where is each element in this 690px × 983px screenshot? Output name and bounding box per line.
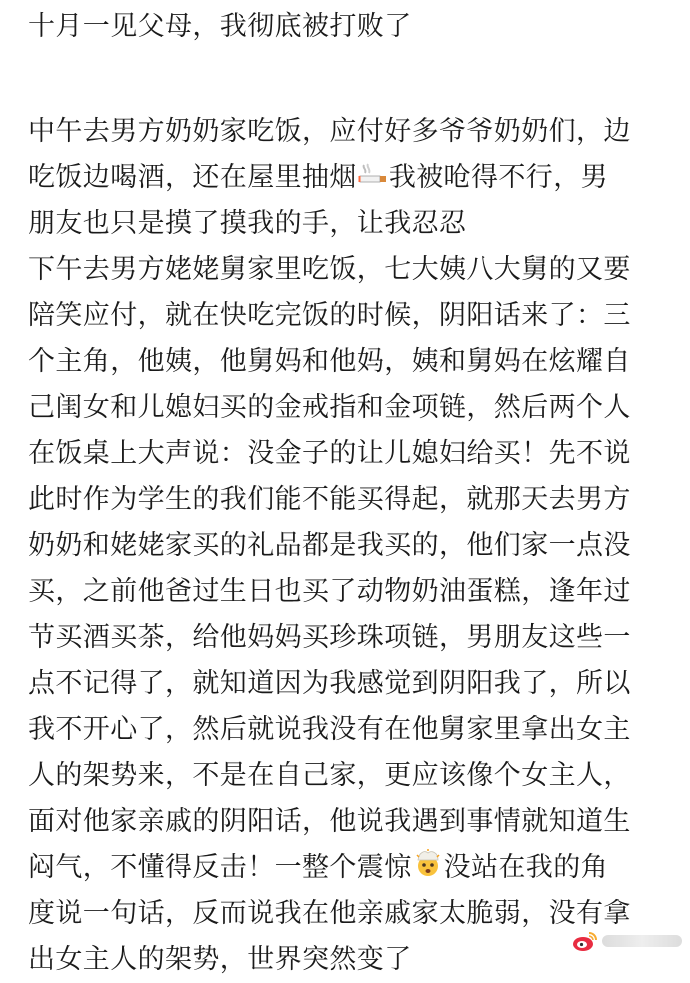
text-segment: 我被呛得不行，男 xyxy=(388,162,609,193)
text-line: 下午去男方姥姥舅家里吃饭，七大姨八大舅的又要 xyxy=(28,254,631,285)
weibo-watermark xyxy=(572,927,682,955)
text-line: 此时作为学生的我们能不能买得起，就那天去男方 xyxy=(28,484,631,515)
text-line xyxy=(28,845,678,891)
text-line: 人的架势来，不是在自己家，更应该像个女主人， xyxy=(28,760,631,791)
text-line: 奶奶和姥姥家买的礼品都是我买的，他们家一点没 xyxy=(28,530,631,561)
post-title: 十月一见父母，我彻底被打败了 xyxy=(28,11,412,42)
text-line: 面对他家亲戚的阴阳话，他说我遇到事情就知道生 xyxy=(28,806,631,837)
text-segment: 没站在我的角 xyxy=(443,852,609,883)
text-line: 陪笑应付，就在快吃完饭的时候，阴阳话来了：三 xyxy=(28,300,631,331)
text-segment: 闷气，不懂得反击！一整个震惊 xyxy=(28,852,412,883)
text-line: 我不开心了，然后就说我没有在他舅家里拿出女主 xyxy=(28,714,631,745)
paragraph-dinner xyxy=(28,247,678,983)
exploding-head-emoji-icon xyxy=(413,846,443,892)
text-line: 己闺女和儿媳妇买的金戒指和金项链，然后两个人 xyxy=(28,392,631,423)
cigarette-emoji-icon xyxy=(358,156,388,202)
blank-line xyxy=(28,50,678,96)
text-line xyxy=(28,155,678,201)
watermark-username-blur xyxy=(602,935,682,947)
post-body xyxy=(28,0,678,983)
text-line: 个主角，他姨，他舅妈和他妈，姨和舅妈在炫耀自 xyxy=(28,346,631,377)
text-line: 度说一句话，反而说我在他亲戚家太脆弱，没有拿 xyxy=(28,898,631,929)
text-line: 节买酒买茶，给他妈妈买珍珠项链，男朋友这些一 xyxy=(28,622,631,653)
weibo-logo-icon xyxy=(572,930,598,952)
text-line: 买，之前他爸过生日也买了动物奶油蛋糕，逢年过 xyxy=(28,576,631,607)
paragraph-lunch xyxy=(28,109,678,247)
text-line: 在饭桌上大声说：没金子的让儿媳妇给买！先不说 xyxy=(28,438,631,469)
text-segment: 吃饭边喝酒，还在屋里抽烟 xyxy=(28,162,357,193)
text-line: 朋友也只是摸了摸我的手，让我忍忍 xyxy=(28,208,467,239)
text-line: 中午去男方奶奶家吃饭，应付好多爷爷奶奶们，边 xyxy=(28,116,631,147)
text-line: 点不记得了，就知道因为我感觉到阴阳我了，所以 xyxy=(28,668,631,699)
text-line: 出女主人的架势，世界突然变了 xyxy=(28,944,412,975)
